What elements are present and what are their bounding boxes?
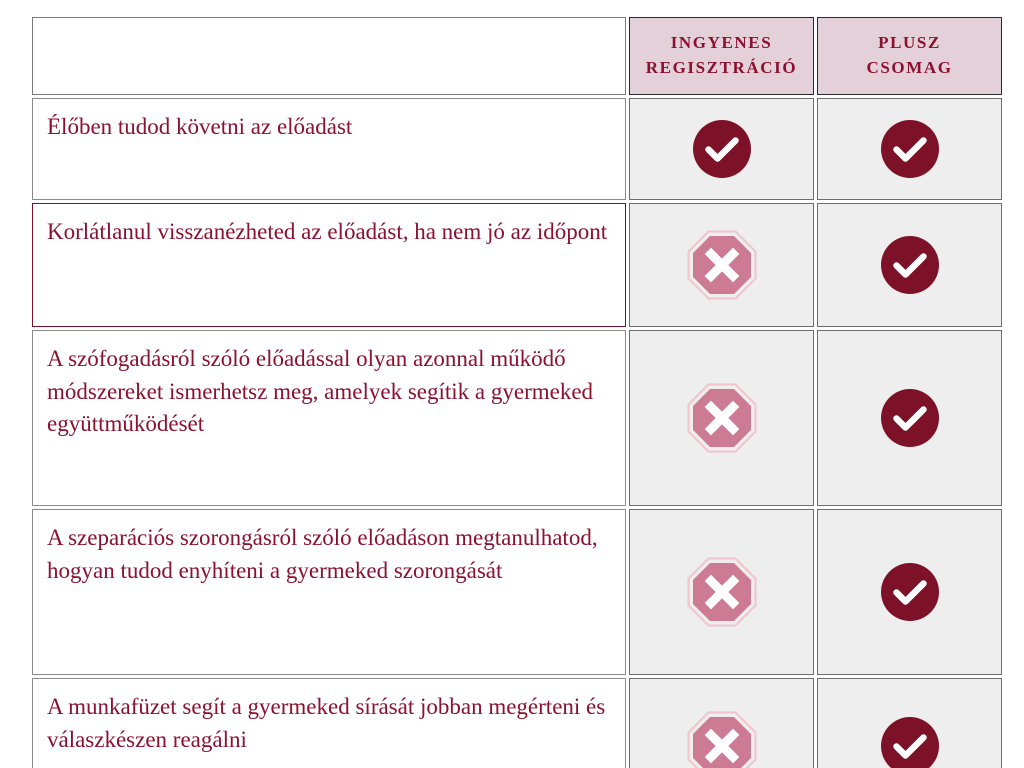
cross-octagon-icon	[630, 710, 813, 768]
cell-plus-plan	[817, 509, 1002, 675]
table-row	[32, 98, 1002, 200]
cell-free-plan	[629, 203, 814, 327]
check-circle-icon	[818, 234, 1001, 296]
cross-octagon-icon	[630, 556, 813, 628]
cell-free-plan	[629, 98, 814, 200]
cell-free-plan	[629, 509, 814, 675]
feature-label: A szeparációs szorongásról szóló előadáson megtanulhatod, hogyan tudod enyhíteni a gyermeked szorongását	[32, 509, 626, 675]
header-plan-plus-line2: CSOMAG	[866, 58, 953, 77]
table-header	[32, 17, 1002, 95]
table-body	[32, 98, 1002, 768]
table-row	[32, 203, 1002, 327]
cell-free-plan	[629, 330, 814, 506]
check-circle-icon	[630, 118, 813, 180]
cell-free-plan	[629, 678, 814, 768]
table-row	[32, 678, 1002, 768]
feature-label: Élőben tudod követni az előadást	[32, 98, 626, 200]
header-plan-free	[629, 17, 814, 95]
table-row	[32, 330, 1002, 506]
cell-plus-plan	[817, 678, 1002, 768]
cell-plus-plan	[817, 330, 1002, 506]
feature-label: A szófogadásról szóló előadással olyan azonnal működő módszereket ismerhetsz meg, amelyek segítik a gyermeked együttműködését	[32, 330, 626, 506]
cell-plus-plan	[817, 98, 1002, 200]
cross-octagon-icon	[630, 229, 813, 301]
plan-comparison-table	[29, 14, 1005, 768]
header-plan-free-line2: REGISZTRÁCIÓ	[645, 58, 798, 77]
feature-label: Korlátlanul visszanézheted az előadást, ha nem jó az időpont	[32, 203, 626, 327]
header-row	[32, 17, 1002, 95]
check-circle-icon	[818, 387, 1001, 449]
check-circle-icon	[818, 118, 1001, 180]
header-plan-free-line1: INGYENES	[670, 33, 773, 53]
check-circle-icon	[818, 561, 1001, 623]
feature-label: A munkafüzet segít a gyermeked sírását jobban megérteni és válaszkészen reagálni	[32, 678, 626, 768]
table-row	[32, 509, 1002, 675]
cross-octagon-icon	[630, 382, 813, 454]
check-circle-icon	[818, 715, 1001, 768]
cell-plus-plan	[817, 203, 1002, 327]
header-plan-plus	[817, 17, 1002, 95]
header-blank-cell	[32, 17, 626, 95]
header-plan-plus-line1: PLUSZ	[878, 33, 941, 53]
